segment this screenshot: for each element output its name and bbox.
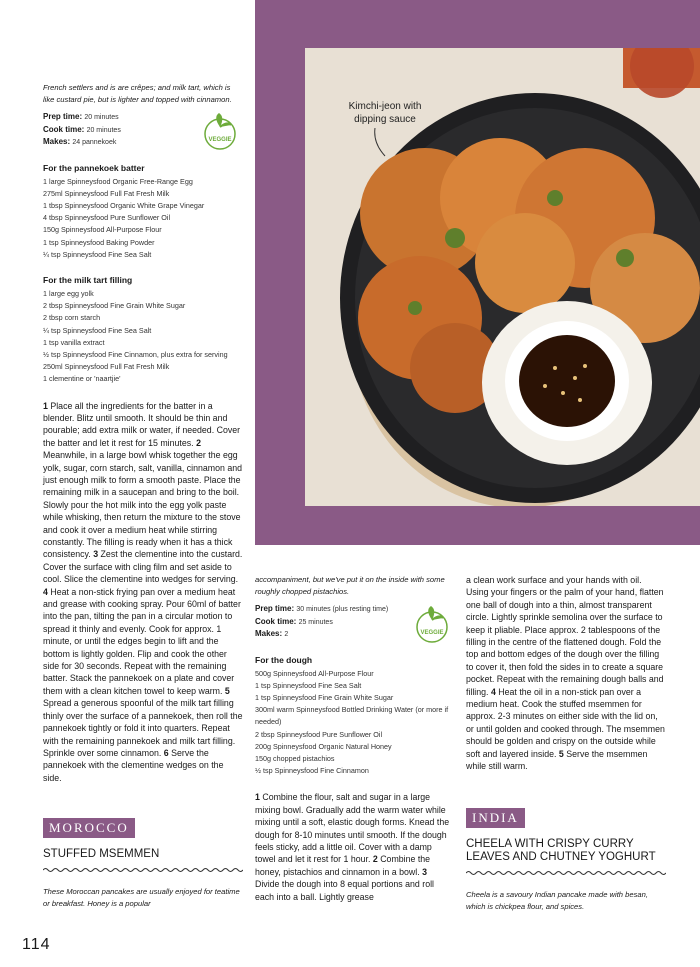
step-number: 5 [224,685,230,696]
caption-pointer-line [370,128,390,158]
veggie-badge [203,111,237,151]
ingredient-item: 150g chopped pistachios [255,753,335,763]
ingredient-item: ½ tsp Spinneysfood Fine Cinnamon, plus extra for serving [43,349,228,359]
dough-ingredients [255,668,451,778]
morocco-tag: MOROCCO [43,818,135,838]
ingredient-item: 1 tbsp Spinneysfood Organic White Grape Vinegar [43,200,205,210]
ingredient-item: 4 tbsp Spinneysfood Pure Sunflower Oil [43,213,171,223]
filling-ingredients [43,288,243,386]
step-text: Combine the honey, pistachios and cinnamon in a bowl. [255,854,431,877]
ingredient-item: ½ tsp Spinneysfood Fine Cinnamon [255,766,369,776]
ingredient-item: 150g Spinneysfood All-Purpose Flour [43,225,162,235]
step-text: Divide the dough into 8 equal portions and roll each into a ball. Lightly grease [255,879,434,902]
step-number: 1 [255,792,260,803]
veggie-leaf-icon [203,111,237,151]
msemmen-makes: Makes: 2 [255,629,289,638]
photo-caption: Kimchi-jeon with dipping sauce [348,101,422,125]
ingredient-item: 1 tsp Spinneysfood Fine Sea Salt [255,680,362,690]
india-description: Cheela is a savoury Indian pancake made with besan, which is chickpea flour, and spices. [466,890,648,911]
step-text: Place all the ingredients for the batter in a blender. Blitz until smooth. It should be thin and pourable; add extra milk or water, if needed. Cover the batter and let it rest for 15 minutes. [43,400,241,448]
step-text: Zest the clementine into the custard. Cover the surface with cling film and set aside to cool. Slice the clementine into wedges for serving. [43,549,243,585]
prep-time: Prep time: 20 minutes [43,112,119,121]
india-section-header [466,808,666,913]
wavy-divider [43,867,243,873]
step-text: Heat the oil in a non-stick pan over a medium heat. Cook the stuffed msemmen for approx. 2-3 minutes on either side with the lid on, or until golden and cooked through. The msemmen should be golden and crispy on the outside while soft and layered inside. [466,686,665,759]
msemmen-continued-column [466,574,666,773]
cook-time: Cook time: 20 minutes [43,124,121,134]
ingredient-item: 1 clementine or 'naartjie' [43,374,121,384]
veggie-leaf-icon [415,604,449,644]
veggie-badge-2 [415,604,449,644]
step-number: 3 [422,866,427,877]
dough-heading: For the dough [255,654,313,665]
ingredient-item: 2 tbsp Spinneysfood Fine Grain White Sugar [43,301,186,311]
step-number: 3 [93,549,99,560]
ingredient-item: 300ml warm Spinneysfood Bottled Drinking Water (or more if needed) [255,705,449,727]
makes: Makes: 24 pannekoek [43,137,117,146]
ingredient-item: 1 large egg yolk [43,288,94,298]
step-number: 2 [196,437,201,448]
morocco-description: These Moroccan pancakes are usually enjoyed for teatime or breakfast. Honey is a popular [43,887,240,908]
step-number: 5 [558,748,564,759]
ingredient-item: ¼ tsp Spinneysfood Fine Sea Salt [43,249,152,259]
step-number: 6 [163,747,169,758]
svg-text:VEGGIE: VEGGIE [420,630,444,636]
ingredient-item: 200g Spinneysfood Organic Natural Honey [255,741,392,751]
ingredient-item: 1 tsp vanilla extract [43,337,105,347]
step-text: Spread a generous spoonful of the milk tart filling thinly over the surface of a pannekoek, then roll the pannekoek tightly or fold it into quarters. Repeat with the remaining pannekoek and milk tart filling. Sprinkle over some cinnamon. [43,698,243,758]
ingredient-item: 250ml Spinneysfood Full Fat Fresh Milk [43,362,170,372]
ingredient-item: 2 tbsp Spinneysfood Pure Sunflower Oil [255,729,383,739]
step-number: 1 [43,400,48,411]
filling-heading: For the milk tart filling [43,274,133,285]
msemmen-method-part1 [255,791,451,903]
step-number: 4 [43,586,48,597]
pannekoek-recipe-column [43,82,243,784]
msemmen-method-part2 [466,574,666,773]
step-text: Serve the pannekoek with the clementine wedges on the side. [43,747,224,783]
morocco-recipe-title: STUFFED MSEMMEN [43,848,160,860]
step-text: Combine the flour, salt and sugar in a large mixing bowl. Gradually add the warm water while mixing until a soft, elastic dough forms. Knead the dough for 8-10 minutes until smooth. If the dough feels sticky, add a little oil. Cover with a damp towel and let it rest for 1 hour. [255,792,450,865]
wavy-divider [466,870,666,876]
ingredient-item: ¼ tsp Spinneysfood Fine Sea Salt [43,325,152,335]
step-text: Serve the msemmen while still warm. [466,748,648,772]
step-number: 2 [372,854,378,865]
batter-heading: For the pannekoek batter [43,162,145,173]
step-text: a clean work surface and your hands with oil. Using your fingers or the palm of your hand, flatten one ball of dough into a thin, almost transparent circle. Lightly sprinkle semolina over the surface to keep it pliable. Place approx. 2 tablespoons of the filling in the centre of the flattened dough. Fold the top and bottom edges of the dough over the filling to cover it, then fold the sides in to create a square pocket. Repeat with the remaining dough balls and filling. [466,575,664,697]
ingredient-item: 1 tsp Spinneysfood Baking Powder [43,237,155,247]
ingredient-item: 275ml Spinneysfood Full Fat Fresh Milk [43,188,170,198]
india-tag: INDIA [466,808,525,828]
page-number: 114 [22,936,51,953]
morocco-section-header [43,818,243,910]
india-recipe-title: CHEELA WITH CRISPY CURRY LEAVES AND CHUTNEY YOGHURT [466,838,656,863]
batter-ingredients [43,176,243,261]
step-number: 4 [490,686,496,697]
pannekoek-method [43,400,243,785]
ingredient-item: 1 tsp Spinneysfood Fine Grain White Sugar [255,692,394,702]
step-text: Meanwhile, in a large bowl whisk together the egg yolk, sugar, corn starch, salt, vanilla, cinnamon and just enough milk to form a smooth paste. Place the remaining milk in a saucepan and bring to the boil. Slowly pour the hot milk into the egg yolk paste while whisking, then return the mixture to the stove and cook it over a medium heat while stirring constantly. The filling is ready when it has a thick consistency. [43,450,243,560]
svg-text:VEGGIE: VEGGIE [208,137,232,143]
ingredient-item: 1 large Spinneysfood Organic Free-Range Egg [43,176,193,186]
msemmen-intro: accompaniment, but we've put it on the inside with some roughly chopped pistachios. [255,575,445,596]
msemmen-cook-time: Cook time: 25 minutes [255,616,333,626]
ingredient-item: 2 tbsp corn starch [43,313,101,323]
pannekoek-intro: French settlers and is are crêpes; and milk tart, which is like custard pie, but is lighter and topped with cinnamon. [43,83,232,104]
step-text: Heat a non-stick frying pan over a medium heat and grease with cooking spray. Pour 60ml of batter into the pan, tilting the pan in a circular motion to spread it thinly and evenly. Cook for approx. 1 minute, or until the edges begin to lift and the bottom is lightly golden. Flip and cook the other side for 30 seconds. Repeat with the remaining batter. Stack the pannekoek on a plate and cover them with a clean kitchen towel to keep warm. [43,586,241,696]
msemmen-prep-time: Prep time: 30 minutes (plus resting time) [255,604,389,613]
ingredient-item: 500g Spinneysfood All-Purpose Flour [255,668,374,678]
